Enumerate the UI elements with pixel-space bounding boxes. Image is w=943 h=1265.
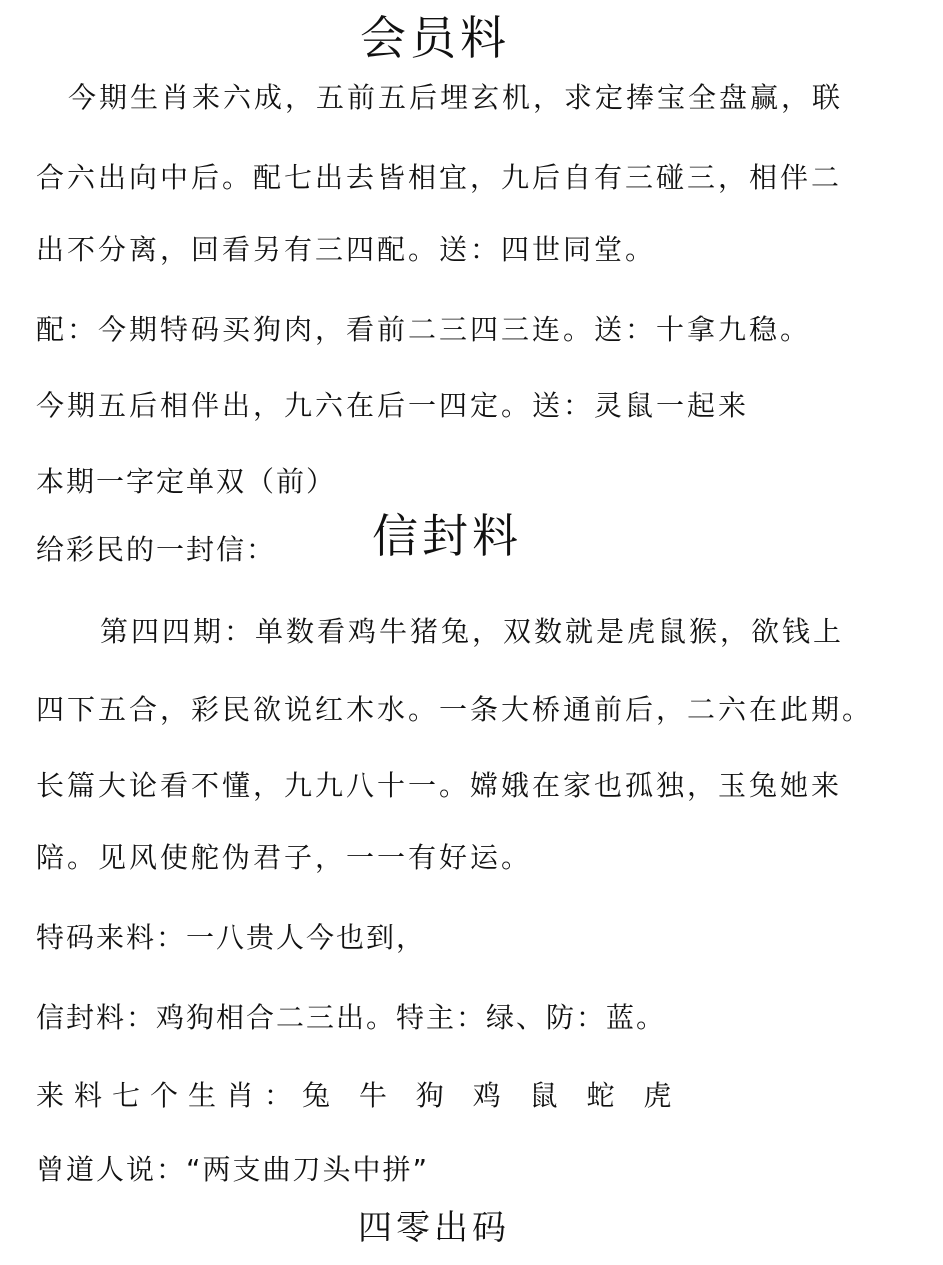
envelope-line-2: 四下五合，彩民欲说红木水。一条大桥通前后，二六在此期。	[36, 693, 874, 726]
envelope-heading: 信封料	[372, 509, 522, 563]
letter-intro: 给彩民的一封信：	[36, 533, 277, 566]
seven-zodiac-line: 来料七个生肖：兔 牛 狗 鸡 鼠 蛇 虎	[36, 1079, 682, 1112]
envelope-line-4: 陪。见风使舵伪君子，一一有好运。	[36, 841, 533, 874]
member-line-3: 出不分离，回看另有三四配。送：四世同堂。	[36, 233, 657, 266]
member-line-2: 合六出向中后。配七出去皆相宜，九后自有三碰三，相伴二	[36, 161, 843, 194]
envelope-material-line: 信封料：鸡狗相合二三出。特主：绿、防：蓝。	[36, 1001, 667, 1034]
member-line-1: 今期生肖来六成，五前五后埋玄机，求定捧宝全盘赢，联	[68, 81, 844, 114]
member-line-4: 配：今期特码买狗肉，看前二三四三连。送：十拿九稳。	[36, 313, 812, 346]
envelope-line-1: 第四四期：单数看鸡牛猪兔，双数就是虎鼠猴，欲钱上	[100, 615, 845, 648]
member-heading: 会员料	[360, 11, 510, 65]
envelope-line-3: 长篇大论看不懂，九九八十一。嫦娥在家也孤独，玉兔她来	[36, 769, 843, 802]
footer-heading: 四零出码	[358, 1208, 510, 1248]
member-line-5: 今期五后相伴出，九六在后一四定。送：灵鼠一起来	[36, 389, 750, 422]
special-code-line: 特码来料：一八贵人今也到，	[36, 921, 427, 954]
zeng-daoren-line: 曾道人说：“两支曲刀头中拼”	[36, 1153, 430, 1186]
member-line-6: 本期一字定单双（前）	[36, 465, 337, 498]
